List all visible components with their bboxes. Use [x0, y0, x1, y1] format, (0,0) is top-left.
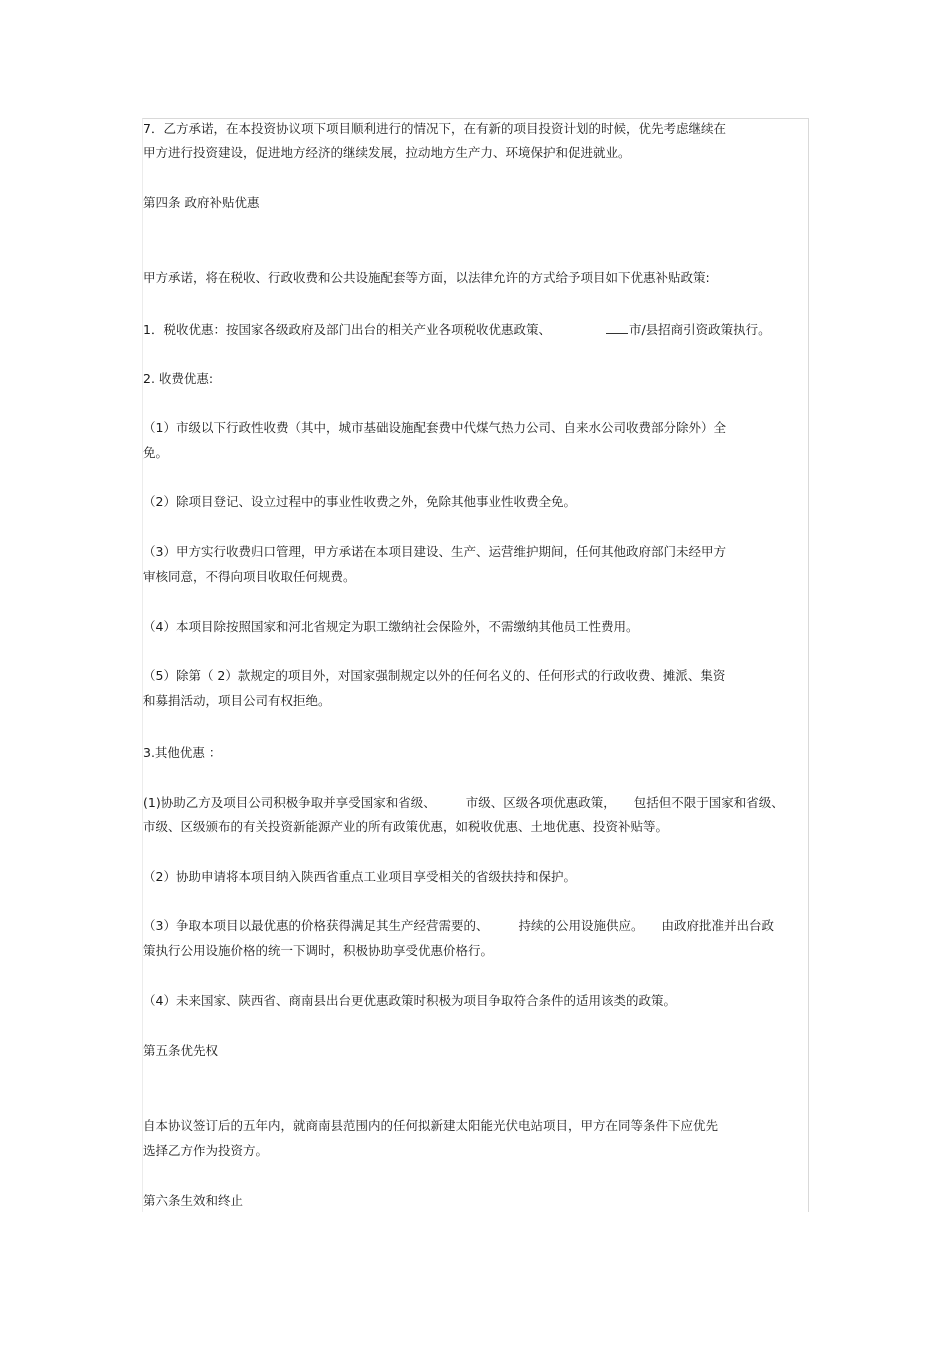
other-item-1-part-c: 包括但不限于国家和省级、 — [633, 795, 784, 810]
other-item-1-line-2: 市级、区级颁布的有关投资新能源产业的所有政策优惠，如税收优惠、土地优惠、投资补贴等。 — [143, 819, 669, 834]
other-item-3-line-2: 策执行公用设施价格的统一下调时，积极协助享受优惠价格行。 — [143, 943, 494, 958]
tax-incentive-tail: 市/县招商引资政策执行。 — [628, 322, 771, 337]
article-5-line-1: 自本协议签订后的五年内，就商南县范围内的任何拟新建太阳能光伏电站项目，甲方在同等条件下应优先 — [143, 1118, 719, 1133]
fee-incentive-heading: 2. 收费优惠: — [143, 371, 214, 386]
blank-underline — [606, 321, 628, 334]
other-item-4: （4）未来国家、陕西省、商南县出台更优惠政策时积极为项目争取符合条件的适用该类的政策。 — [143, 993, 676, 1008]
article-6-heading: 第六条生效和终止 — [143, 1193, 244, 1208]
article-4-intro: 甲方承诺，将在税收、行政收费和公共设施配套等方面，以法律允许的方式给予项目如下优惠补贴政策: — [143, 270, 710, 285]
other-item-2: （2）协助申请将本项目纳入陕西省重点工业项目享受相关的省级扶持和保护。 — [143, 869, 576, 884]
other-item-3-line-1 — [143, 918, 774, 934]
fee-item-5-line-1: （5）除第（ 2）款规定的项目外，对国家强制规定以外的任何名义的、任何形式的行政收费、摊派、集资 — [143, 668, 726, 683]
other-item-1-part-b: 市级、区级各项优惠政策， — [465, 795, 616, 810]
tax-incentive-text: 1．税收优惠：按国家各级政府及部门出台的相关产业各项税收优惠政策、 — [143, 322, 551, 337]
tax-incentive-line — [143, 321, 771, 338]
fee-item-3-line-2: 审核同意，不得向项目收取任何规费。 — [143, 569, 356, 584]
fee-item-4: （4）本项目除按照国家和河北省规定为职工缴纳社会保险外，不需缴纳其他员工性费用。 — [143, 619, 639, 634]
fee-item-5-line-2: 和募捐活动，项目公司有权拒绝。 — [143, 693, 331, 708]
clause-7-line-2: 甲方进行投资建设，促进地方经济的继续发展，拉动地方生产力、环境保护和促进就业。 — [143, 145, 631, 160]
fee-item-2: （2）除项目登记、设立过程中的事业性收费之外，免除其他事业性收费全免。 — [143, 494, 576, 509]
article-4-heading: 第四条 政府补贴优惠 — [143, 195, 260, 210]
article-5-line-2: 选择乙方作为投资方。 — [143, 1143, 269, 1158]
other-item-1-part-a: (1)协助乙方及项目公司积极争取并享受国家和省级、 — [143, 795, 436, 810]
fee-item-3-line-1: （3）甲方实行收费归口管理，甲方承诺在本项目建设、生产、运营维护期间，任何其他政府部门未经甲方 — [143, 544, 726, 559]
clause-7-line-1: 7．乙方承诺，在本投资协议项下项目顺利进行的情况下，在有新的项目投资计划的时候，优先考虑继续在 — [143, 121, 726, 136]
other-item-3-part-a: （3）争取本项目以最优惠的价格获得满足其生产经营需要的、 — [143, 918, 489, 933]
fee-item-1-line-2: 免。 — [143, 445, 169, 460]
other-item-3-part-b: 持续的公用设施供应。 — [518, 918, 644, 933]
article-5-heading: 第五条优先权 — [143, 1043, 219, 1058]
other-incentive-heading: 3.其他优惠 ： — [143, 745, 222, 760]
other-item-3-part-c: 由政府批准并出台政 — [661, 918, 774, 933]
other-item-1-line-1 — [143, 795, 784, 811]
fee-item-1-line-1: （1）市级以下行政性收费（其中，城市基础设施配套费中代煤气热力公司、自来水公司收费部分除外）全 — [143, 420, 726, 435]
